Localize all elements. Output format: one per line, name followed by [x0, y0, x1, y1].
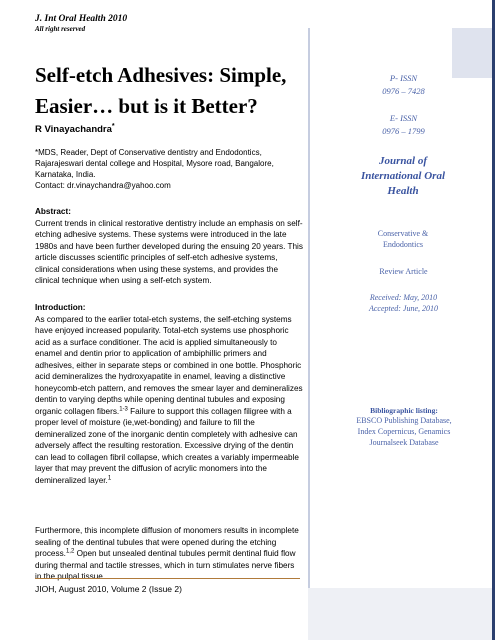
body-paragraph: [35, 525, 303, 583]
biblio-heading: Bibliographic listing:: [370, 406, 438, 415]
accepted-date: Accepted: June, 2010: [368, 304, 439, 313]
eissn-label: E- ISSN: [389, 113, 418, 123]
rights-notice: All right reserved: [35, 25, 86, 33]
intro-text-part-2: Failure to support this collagen filigree with a proper level of moisture (ie,wet-bonding) and failure to fill the demineralized zone of the inorganic dentin completely with adhesive can adversely affect the resulting restoration. Excessive drying of the dentin can lead to collagen fibril collapse, which creates a variably impermeable layer that may prevent the diffusion of acrylic monomers into the demineralized layer.: [35, 406, 299, 485]
author-name: [35, 124, 115, 135]
pissn-label: P- ISSN: [389, 73, 418, 83]
journal-header: [35, 14, 127, 34]
bibliographic-listing: [348, 406, 460, 448]
contact-email[interactable]: Contact: dr.vinaychandra@yahoo.com: [35, 181, 171, 190]
journal-citation: J. Int Oral Health 2010: [35, 14, 128, 24]
received-date: Received: May, 2010: [369, 293, 438, 302]
journal-name: [353, 154, 453, 199]
introduction-section: [35, 302, 303, 486]
citation-ref: 1: [107, 474, 112, 481]
further-text-part-2: Open but unsealed dentinal tubules permit dentinal fluid flow during thermal and tactile stresses, which in turn stimulates nerve fibers in the pulpal tissue.: [35, 549, 296, 581]
biblio-text: EBSCO Publishing Database, Index Copernicus, Genamics Journalseek Database: [356, 416, 452, 447]
footer-rule: [35, 578, 300, 579]
affiliation: [35, 147, 307, 191]
pissn-number: 0976 – 7428: [382, 86, 425, 96]
article-type: [310, 266, 495, 277]
affiliation-text: *MDS, Reader, Dept of Conservative dentistry and Endodontics, Rajarajeswari dental college and Hospital, Mysore road, Bangalore, Karnataka, India.: [35, 148, 274, 179]
introduction-text: [35, 314, 303, 487]
category: [358, 228, 448, 250]
pissn-block: [310, 72, 495, 98]
abstract-heading: Abstract:: [35, 207, 71, 216]
intro-text-part-1: As compared to the earlier total-etch systems, the self-etching systems have enjoyed increased popularity. Total-etch systems use phosphoric acid as a surface conditioner. The acid is applied simultaneously to enamel and dentin prior to application of ambiphillic primers and adhesives, either in separate steps or combined in one bottle. Phosphoric acid demineralizes the hydroxyapatite in enamel, leaving a distinctive honeycomb-etch pattern, and removes the smear layer and demineralizes dentin to varying depths while opening dentinal tubules and exposing organic collagen fibers.: [35, 314, 303, 416]
page-footer: JIOH, August 2010, Volume 2 (Issue 2): [35, 584, 182, 594]
article-dates: [310, 292, 495, 314]
body-paragraph-text: [35, 525, 303, 583]
sidebar-footer-shade: [308, 588, 495, 640]
info-sidebar: [308, 28, 495, 588]
author-name-text: R Vinayachandra: [35, 124, 112, 135]
eissn-number: 0976 – 1799: [382, 126, 425, 136]
category-text: Conservative & Endodontics: [377, 229, 429, 249]
article-type-text: Review Article: [379, 267, 428, 276]
article-title: Self-etch Adhesives: Simple, Easier… but is it Better?: [35, 63, 287, 118]
author-mark: *: [111, 122, 115, 130]
abstract-section: [35, 206, 303, 287]
eissn-block: [310, 112, 495, 138]
citation-ref: 1-3: [119, 405, 128, 412]
journal-name-text: Journal of International Oral Health: [360, 155, 446, 197]
further-text-part-1: Furthermore, this incomplete diffusion of monomers results in incomplete sealing of the dentinal tubules that were opened during the etching process.: [35, 526, 299, 558]
sidebar-corner-shade: [452, 28, 495, 78]
abstract-text: Current trends in clinical restorative dentistry include an emphasis on self-etching adhesive systems. These systems were introduced in the late 1980s and have been further developed during the ensuing 20 years. This article discusses scientific principles of self-etch adhesive systems, clinical considerations when using these systems, and provides the clinical technique when using a self-etch system.: [35, 218, 303, 285]
introduction-heading: Introduction:: [35, 303, 86, 312]
citation-ref: 1,2: [65, 548, 75, 555]
